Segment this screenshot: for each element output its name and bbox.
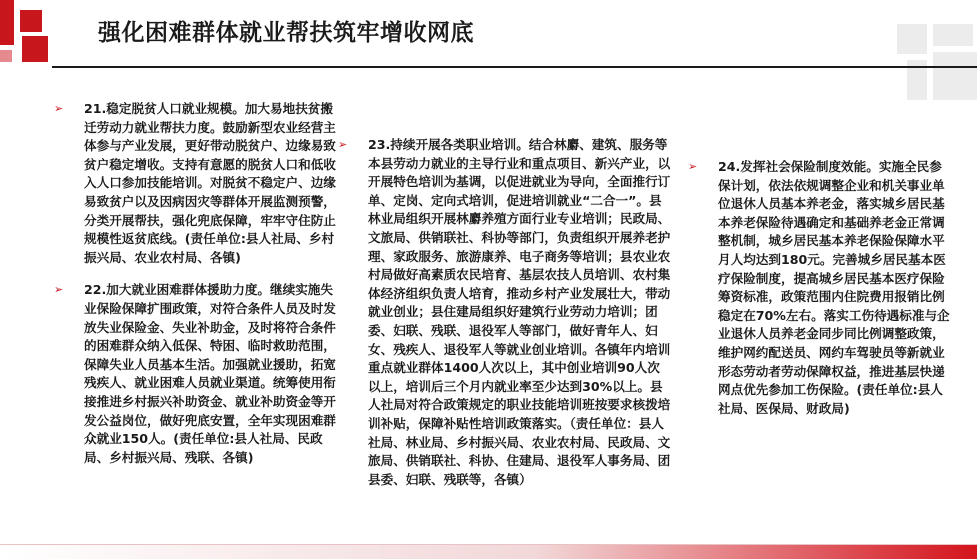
title-divider: [52, 66, 977, 68]
corner-decoration-square: [22, 36, 48, 62]
corner-decoration-bar: [0, 0, 14, 45]
footer-band: [0, 545, 977, 559]
background-decoration: [897, 24, 977, 104]
item-text: 22.加大就业困难群体援助力度。继续实施失业保险保障扩围政策，对符合条件人员及时发放失业保险金、失业补助金，及时将符合条件的困难群众纳入低保、特困、临时救助范围，保障失业人员基本生活。加强就业援助，拓宽残疾人、就业困难人员就业渠道。统筹使用衔接推进乡村振兴补助资金、就业补助资金等开发公益岗位，做好兜底安置，全年实现困难群众就业150人。(责任单位:县人社局、民政局、乡村振兴局、残联、各镇): [84, 282, 336, 465]
corner-decoration-square-light: [0, 50, 12, 62]
arrow-bullet-icon: ➢: [688, 160, 698, 173]
list-item: [54, 100, 336, 267]
column-left: [54, 100, 336, 467]
column-right: [688, 158, 950, 418]
item-text: 24.发挥社会保险制度效能。实施全民参保计划，依法依规调整企业和机关事业单位退休人员基本养老金，落实城乡居民基本养老保险待遇确定和基础养老金正常调整机制，城乡居民基本养老保险保障水平月人均达到180元。完善城乡居民基本医疗保险制度，提高城乡居民基本医疗保险筹资标准，政策范围内住院费用报销比例稳定在70%左右。落实工伤待遇标准与企业退休人员养老金同步同比例调整政策，维护网约配送员、网约车驾驶员等新就业形态劳动者劳动保障权益，推进基层快递网点优先参加工伤保险。(责任单位:县人社局、医保局、财政局): [718, 159, 950, 416]
item-text: 23.持续开展各类职业培训。结合林麝、建筑、服务等本县劳动力就业的主导行业和重点项目、新兴产业，以开展特色培训为基调，以促进就业为导向，全面推行订单、定岗、定向式培训，促进培训就业“二合一”。县林业局组织开展林麝养殖方面行业专业培训；民政局、文旅局、供销联社、科协等部门，负责组织开展养老护理、家政服务、旅游康养、电子商务等培训；县农业农村局做好高素质农民培育、基层农技人员培训、农村集体经济组织负责人培育，推动乡村产业发展壮大，带动就业创业；县住建局组织好建筑行业劳动力培训；团委、妇联、残联、退役军人等部门，做好青年人、妇女、残疾人、退役军人等就业创业培训。各镇年内培训重点就业群体1400人次以上，其中创业培训90人次以上，培训后三个月内就业率至少达到30%以上。县人社局对符合政策规定的职业技能培训班按要求核拨培训补贴，保障补贴性培训政策落实。（责任单位：县人社局、林业局、乡村振兴局、农业农村局、民政局、文旅局、供销联社、科协、住建局、退役军人事务局、团县委、妇联、残联等，各镇）: [368, 137, 671, 487]
list-item: [688, 158, 950, 418]
arrow-bullet-icon: ➢: [54, 102, 64, 115]
corner-decoration-square: [20, 10, 42, 32]
item-text: 21.稳定脱贫人口就业规模。加大易地扶贫搬迁劳动力就业帮扶力度。鼓励新型农业经营主体参与产业发展，更好带动脱贫户、边缘易致贫户稳定增收。支持有意愿的脱贫人口和低收入人口参加技能培训。对脱贫不稳定户、边缘易致贫户以及因病因灾等群体开展监测预警，分类开展帮扶，强化兜底保障，牢牢守住防止规模性返贫底线。(责任单位:县人社局、乡村振兴局、农业农村局、各镇): [84, 101, 336, 265]
list-item: [54, 281, 336, 467]
column-middle: [338, 136, 672, 489]
page-title: 强化困难群体就业帮扶筑牢增收网底: [98, 20, 474, 46]
list-item: [338, 136, 672, 489]
arrow-bullet-icon: ➢: [54, 283, 64, 297]
arrow-bullet-icon: ➢: [338, 138, 348, 151]
